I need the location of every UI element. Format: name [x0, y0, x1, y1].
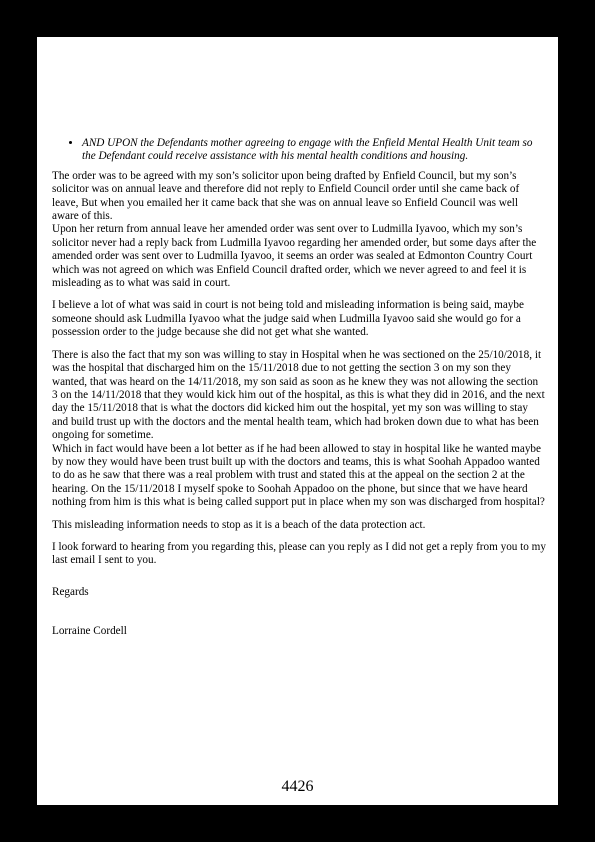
- bullet-item: • AND UPON the Defendants mother agreeing to engage with the Enfield Mental Health Unit team so the Defendant could receive assistance with his mental health conditions and housing.: [82, 137, 546, 164]
- letter-body: [52, 137, 546, 648]
- paragraph-trust: Which in fact would have been a lot better as if he had been allowed to stay in hospital like he wanted maybe by now they would have been trust built up with the doctors and teams, this is what Soohah Appadoo wanted to do as he saw that there was a real problem with trust and stated this at the appeal on the section 2 at the hearing. On the 15/11/2018 I myself spoke to Soohah Appadoo on the phone, but since that we have heard nothing from him is this what is being called support put in place when my son was discharged from hospital?: [52, 442, 545, 509]
- paragraph-reply-request: I look forward to hearing from you regarding this, please can you reply as I did not get a reply from you to my last email I sent to you.: [52, 540, 546, 567]
- closing-regards: Regards: [52, 585, 89, 598]
- signature-name: Lorraine Cordell: [52, 625, 127, 638]
- paragraph-hospital: There is also the fact that my son was willing to stay in Hospital when he was sectioned on the 25/10/2018, it was the hospital that discharged him on the 15/11/2018 due to not getting the section 3 on my son they wanted, that was heard on the 14/11/2018, my son said as soon as he knew they was not allowing the section 3 on the 14/11/2018 that they would kick him out of the hospital, as this is what they did in 2016, and the next day the 15/11/2018 that is what the doctors did kicked him out the hospital, yet my son was willing to stay and build trust up with the doctors and the mental health team, which had broken down due to what has been ongoing for sometime.: [52, 348, 545, 442]
- paragraph-amended-order: Upon her return from annual leave her amended order was sent over to Ludmilla Iyavoo, which my son’s solicitor never had a reply back from Ludmilla Iyavoo regarding her amended order, but some days after the amended order was sent over to Ludmilla Iyavoo, it seems an order was sealed at Edmonton Country Court which was not agreed on which was Enfield Council drafted order, which we never agreed to and feel it is misleading as to what was said in court.: [52, 223, 537, 290]
- paragraph-data-protection: This misleading information needs to stop as it is a beach of the data protection act.: [52, 518, 426, 531]
- bullet-list: [52, 137, 546, 164]
- paragraph-solicitor-leave: The order was to be agreed with my son’s solicitor upon being drafted by Enfield Council, but my son’s solicitor was on annual leave and therefore did not reply to Enfield Council order until she came back of leave, But when you emailed her it came back that she was on annual leave so Enfield Council was well aware of this.: [52, 169, 520, 223]
- document-page: [37, 37, 558, 805]
- paragraph-misleading-info: I believe a lot of what was said in court is not being told and misleading information is being said, maybe someone should ask Ludmilla Iyavoo what the judge said when Ludmilla Iyavoo said she would go for a possession order to the judge because she did not get what she wanted.: [52, 299, 524, 339]
- page-number: 4426: [281, 778, 314, 795]
